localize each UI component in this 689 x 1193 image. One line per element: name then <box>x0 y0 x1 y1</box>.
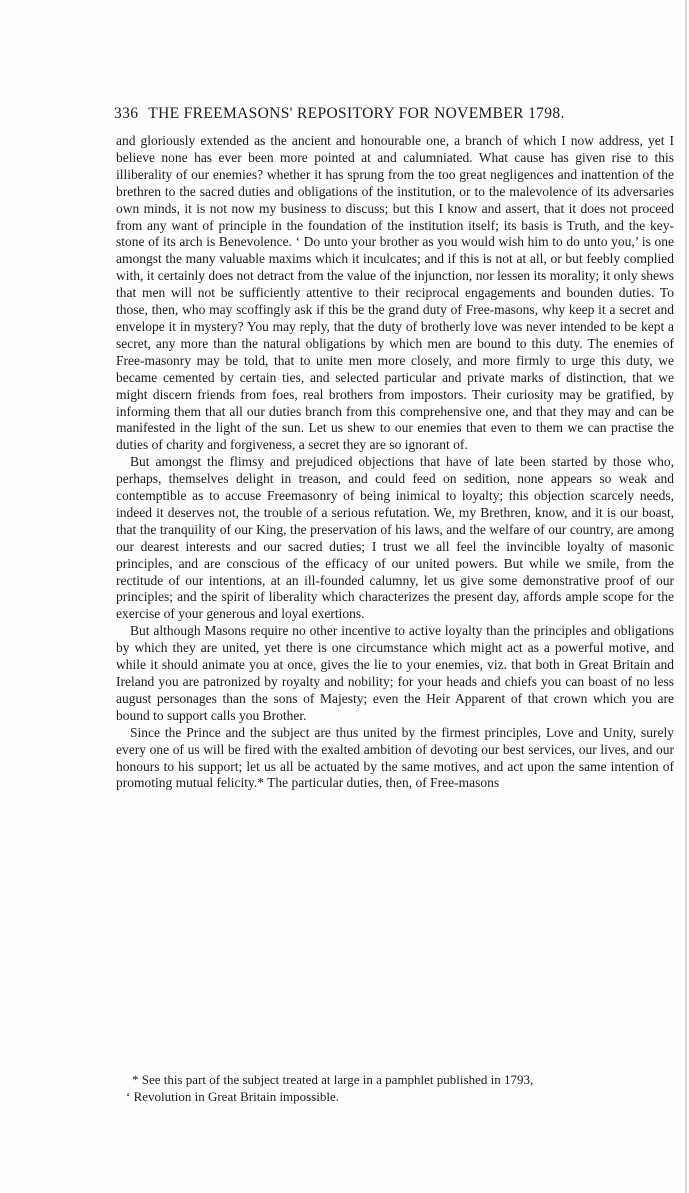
paragraph: Since the Prince and the subject are thus united by the firmest principles, Love and Unity, surely every one of us will be fired with the exalted ambition of devoting our best services, our lives, and our honours to his support; let us all be actuated by the same motives, and act upon the same intention of promoting mutual felicity.* The particular duties, then, of Free-masons <box>116 724 674 791</box>
page-edge <box>685 0 687 1193</box>
running-header <box>114 105 674 123</box>
paragraph: and gloriously extended as the ancient and honourable one, a branch of which I now address, yet I believe none has ever been more pointed at and calumniated. What cause has given rise to this illiberality of our enemies? whether it has sprung from the too great negligences and inattention of the brethren to the sacred duties and obligations of the institution, or to the malevolence of its adversaries own minds, it is not now my business to discuss; but this I know and assert, that it does not proceed from any want of principle in the foundation of the institution itself; its basis is Truth, and the key-stone of its arch is Benevolence. ‘ Do unto your brother as you would wish him to do unto you,’ is one amongst the many valuable maxims which it inculcates; and if this is not at all, or but feebly complied with, it certainly does not detract from the value of the injunction, nor lessen its morality; it only shews that men will not be sufficiently attentive to their reciprocal engagements and bounden duties. To those, then, who may scoffingly ask if this be the grand duty of Free-masons, why keep it a secret and envelope it in mystery? You may reply, that the duty of brotherly love was never intended to be kept a secret, any more than the natural obligations by which men are bound to this duty. The enemies of Free-masonry may be told, that to unite men more closely, and more firmly to urge this duty, we became cemented by certain ties, and selected particular and private marks of distinction, that we might discern friends from foes, real brothers from impostors. Their curiosity may be gratified, by informing them that all our duties branch from this comprehensive one, and that they may and can be manifested in the light of the sun. Let us shew to our enemies that even to them we can practise the duties of charity and forgiveness, a secret they are so ignorant of. <box>116 133 674 453</box>
footnote-line: * See this part of the subject treated at large in a pamphlet published in 1793, <box>132 1072 534 1087</box>
footnote-line: ‘ Revolution in Great Britain impossible. <box>126 1089 340 1104</box>
footnote <box>118 1071 674 1105</box>
running-title: THE FREEMASONS' REPOSITORY FOR NOVEMBER 1798. <box>148 105 565 122</box>
main-text <box>116 133 674 792</box>
paragraph: But amongst the flimsy and prejudiced objections that have of late been started by those who, perhaps, themselves delight in treason, and could feed on sedition, none appears so weak and contemptible as to accuse Freemasonry of being inimical to loyalty; this objection scarcely needs, indeed it deserves not, the trouble of a serious refutation. We, my Brethren, know, and it is our boast, that the tranquility of our King, the preservation of his laws, and the welfare of our country, are among our dearest interests and our sacred duties; I trust we all feel the invincible loyalty of masonic principles, and are conscious of the efficacy of our united powers. But while we smile, from the rectitude of our intentions, at an ill-founded calumny, let us give some demonstrative proof of our principles; and the spirit of liberality which characterizes the present day, affords ample scope for the exercise of your generous and loyal exertions. <box>116 454 674 622</box>
paragraph: But although Masons require no other incentive to active loyalty than the principles and obligations by which they are united, yet there is one circumstance which might act as a powerful motive, and while it should animate you at once, gives the lie to your enemies, viz. that both in Great Britain and Ireland you are patronized by royalty and nobility; for your heads and chiefs you can boast of no less august personages than the sons of Majesty; even the Heir Apparent of that crown which you are bound to support calls you Brother. <box>116 623 674 723</box>
page-number: 336 <box>114 105 139 122</box>
